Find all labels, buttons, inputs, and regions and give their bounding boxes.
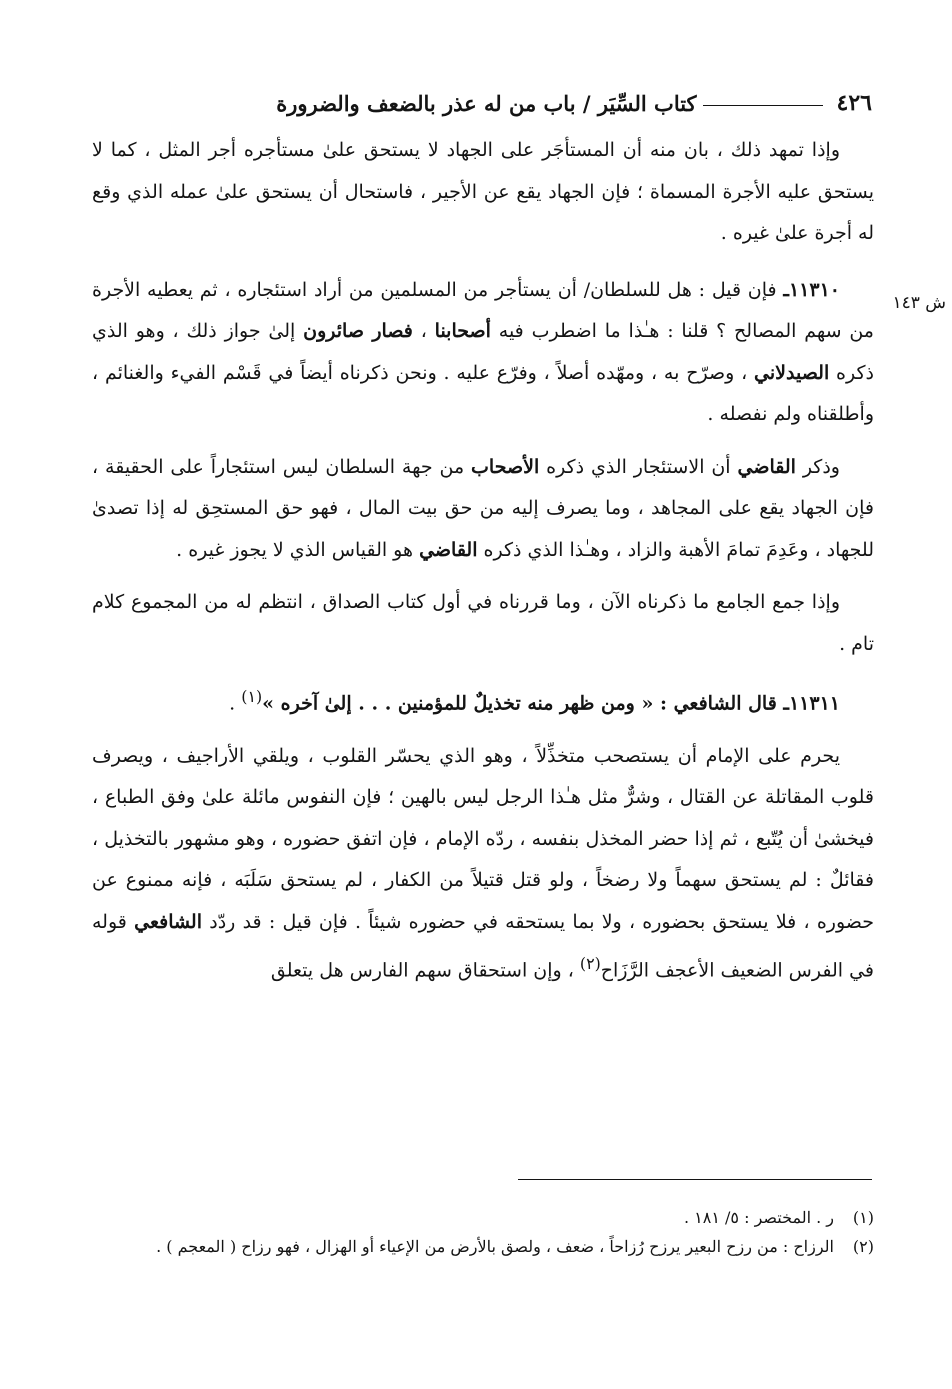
footnote-ref: (١): [241, 687, 263, 706]
text-run: فإن قيل : هل للسلطان/ أن يستأجر من المسلمين من أراد استئجاره ، ثم يعطيه الأجرة من سهم المصالح ؟ قلنا : هـٰذا ما اضطرب فيه: [92, 278, 874, 342]
text-run: ،: [412, 320, 435, 342]
bold-term: القاضي: [419, 538, 478, 561]
footnote-number: (١): [852, 1208, 874, 1227]
running-header: [92, 76, 872, 116]
footnote-number: (٢): [852, 1237, 874, 1256]
text-run: ، وصرّح به ، ومهّده أصلاً ، وفرّع عليه . ونحن ذكرناه أيضاً في قَسْم الفيء والغنائم ، وأطلقناه ولم نفصله .: [92, 361, 874, 425]
text-run: ، وإن استحقاق سهم الفارس هل يتعلق: [270, 959, 580, 982]
section-number: ١١٣١٠ـ: [783, 278, 840, 301]
text-run: أن الاستئجار الذي ذكره: [539, 455, 738, 478]
paragraph-3: [92, 447, 874, 572]
bold-term: الأصحاب: [471, 455, 540, 478]
main-text: [92, 130, 874, 992]
text-run: .: [229, 692, 242, 715]
footnote-item: [92, 1203, 874, 1232]
bold-term: أصحابنا: [434, 320, 491, 342]
section-number: ١١٣١١ـ: [783, 692, 840, 715]
header-title: كتاب السِّيَر / باب من له عذر بالضعف والضرورة: [276, 91, 697, 116]
footnote-ref: (٢): [579, 954, 601, 974]
footnote-item: [92, 1232, 874, 1261]
text-run: إلىٰ جواز ذلك ، وهو الذي ذكره: [92, 320, 875, 384]
text-run: قوله في الفرس الضعيف الأعجف الرَّزَاح: [92, 910, 874, 982]
paragraph-5: [92, 676, 874, 725]
footnotes: [92, 1203, 874, 1261]
page-number: ٤٢٦: [836, 90, 872, 116]
paragraph-2: [92, 270, 874, 436]
text-run: هو القياس الذي لا يجوز غيره .: [176, 538, 420, 561]
paragraph-4: وإذا جمع الجامع ما ذكرناه الآن ، وما قررناه في أول كتاب الصداق ، انتظم له من المجموع كلام تام .: [92, 591, 874, 655]
bold-term: القاضي: [737, 455, 796, 478]
margin-folio-note: ش ١٤٣: [892, 293, 946, 313]
footnote-text: ر . المختصر : ٥/ ١٨١ .: [683, 1208, 834, 1227]
text-run: وذكر: [795, 455, 840, 478]
bold-term: الصيدلاني: [754, 361, 830, 384]
paragraph-6: [92, 736, 874, 992]
footnote-text: الرزاح : من رزح البعير يرزح رُزاحاً ، ضعف ، ولصق بالأرض من الإعياء أو الهزال ، فهو رزاح ( المعجم ) .: [156, 1237, 834, 1256]
text-run: من جهة السلطان ليس استئجاراً على الحقيقة ، فإن الجهاد يقع على المجاهد ، وما يصرف إليه من حق بيت المال ، فهو حق المستحِق له إذا تصدىٰ للجهاد ، وعَدِمَ تمامَ الأهبة والزاد ، وهـٰذا الذي ذكره: [92, 455, 874, 561]
quote-heading: قال الشافعي : « ومن ظهر منه تخذيلٌ للمؤمنين . . . إلىٰ آخره »: [262, 692, 784, 715]
bold-term: الشافعي: [134, 910, 203, 933]
text-run: يحرم على الإمام أن يستصحب متخذِّلاً ، وهو الذي يحسّر القلوب ، ويلقي الأراجيف ، ويصرف قلوب المقاتلة عن القتال ، وشرٌّ مثل هـٰذا الرجل ليس بالهين ؛ فإن النفوس مائلة علىٰ وفق الطباع ، فيخشىٰ أن يُتّبع ، ثم إذا حضر المخذل بنفسه ، ردّه الإمام ، فإن اتفق حضوره ، وهو مشهور بالتخذيل ، فقائلٌ : لم يستحق سهماً ولا رضخاً ، ولو قتل قتيلاً من الكفار ، لم يستحق سَلَبَه ، فإنه ممنوع عن حضوره ، فلا يستحق بحضوره ، ولا بما يستحقه في حضوره شيئاً . فإن قيل : قد ردّد: [92, 744, 874, 933]
footnote-separator: [518, 1179, 872, 1180]
bold-term: فصار صائرون: [303, 320, 413, 342]
header-rule: [703, 105, 823, 106]
paragraph-1: وإذا تمهد ذلك ، بان منه أن المستأجَر على الجهاد لا يستحق علىٰ مستأجره أجر المثل ، كما لا يستحق عليه الأجرة المسماة ؛ فإن الجهاد يقع عن الأجير ، فاستحال أن يستحق علىٰ عمله الذي وقع له أجرة علىٰ غيره .: [92, 139, 874, 244]
